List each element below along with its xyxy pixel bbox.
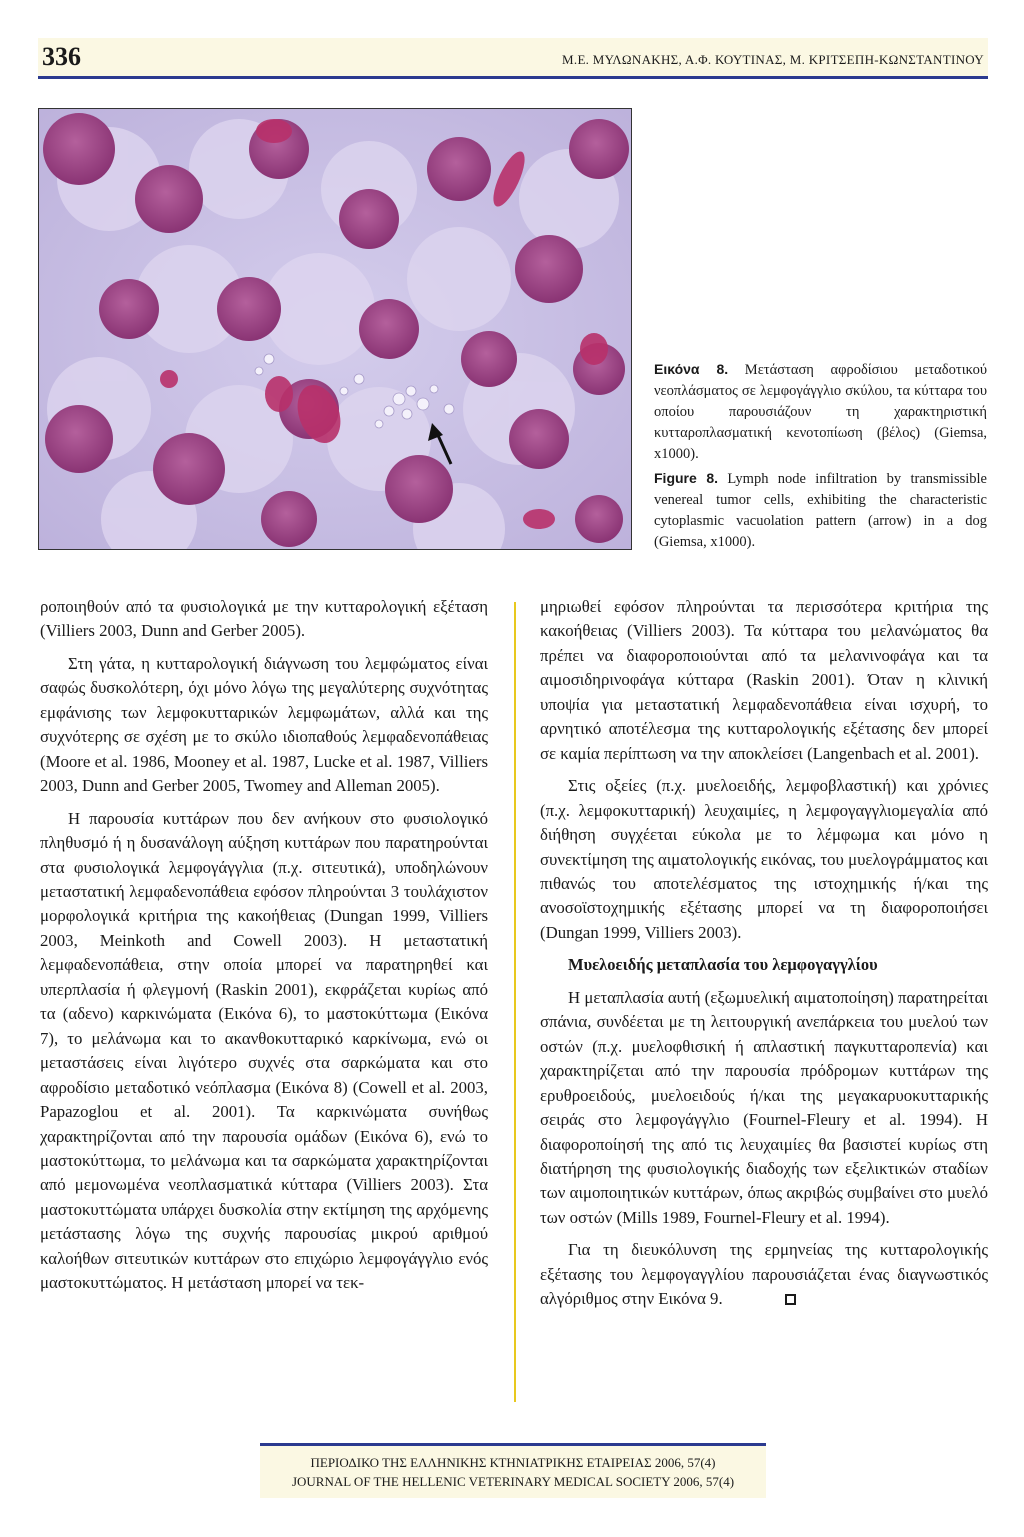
right-column — [540, 595, 988, 1320]
left-paragraph-1: ροποιηθούν από τα φυσιολογικά με την κυτταρολογική εξέταση (Villiers 2003, Dunn and Gerber 2005). — [40, 597, 488, 641]
caption-greek-label: Εικόνα 8. — [654, 361, 729, 377]
footer-journal-english: JOURNAL OF THE HELLENIC VETERINARY MEDICAL SOCIETY 2006, 57(4) — [291, 1474, 735, 1489]
right-paragraph-2: Στις οξείες (π.χ. μυελοειδής, λεμφοβλαστική) και χρόνιες (π.χ. λεμφοκυτταρική) λευχαιμίες, η λεμφογαγγλιομεγαλία από διήθηση συγχέεται εύκολα με το λέμφωμα και μόνο η συνεκτίμηση της αιματολογικής εικόνας, του μυελογράμματος και πιθανώς του αποτελέσματος της ιστοχημικής ή/και της ανοσοϊστοχημικής εξέτασης μπορεί να τη διαφοροποιήσει (Dungan 1999, Villiers 2003). — [540, 776, 988, 942]
caption-english-label: Figure 8. — [654, 470, 719, 486]
caption-greek — [654, 359, 987, 465]
left-column — [40, 595, 488, 1304]
section-heading: Μυελοειδής μεταπλασία του λεμφογαγγλίου — [568, 955, 878, 975]
micrograph-image — [39, 109, 631, 549]
right-paragraph-3: Η μεταπλασία αυτή (εξωμυελική αιματοποίηση) παρατηρείται σπάνια, συνδέεται με τη λειτουργική ανεπάρκεια του μυελού των οστών (π.χ. μυελοφθισική ή απλαστική παγκυτταροπενία) και χαρακτηρίζεται από την παρουσία πρόδρομων κυττάρων της ερυθροειδούς, μυελοειδούς ή/και της μεγακαρυοκυτταρικής σειράς στο λεμφογάγγλιο (Fournel-Fleury et al. 1994). Η διαφοροποίησή της από τις λευχαιμίες θα βασιστεί κυρίως στη διατήρηση της φυσιολογικής διαδοχής των εξελικτικών σταδίων των αιμοποιητικών κυττάρων, όπως ακριβώς συμβαίνει στο μυελό των οστών (Mills 1989, Fournel-Fleury et al. 1994). — [540, 987, 988, 1227]
column-divider — [514, 602, 516, 1402]
header-rule — [38, 76, 988, 79]
footer-band — [260, 1446, 766, 1498]
figure-caption — [654, 359, 987, 556]
page-number: 336 — [42, 42, 81, 71]
right-paragraph-4 — [540, 1238, 988, 1311]
figure-micrograph — [38, 108, 632, 550]
footer-journal-greek: ΠΕΡΙΟΔΙΚΟ ΤΗΣ ΕΛΛΗΝΙΚΗΣ ΚΤΗΝΙΑΤΡΙΚΗΣ ΕΤΑΙΡΕΙΑΣ 2006, 57(4) — [310, 1455, 716, 1470]
right-paragraph-1: μηριωθεί εφόσον πληρούνται τα περισσότερα κριτήρια της κακοήθειας (Villiers 2003). Τα κύτταρα του μελανώματος θα πρέπει να διαφοροποιούνται από τα μελανινοφάγα και τα αιμοσιδηρινοφάγα κύτταρα (Raskin 2001). Όταν η κλινική υποψία για μεταστατική λεμφαδενοπάθεια είναι ισχυρή, το αρνητικό αποτέλεσμα της κυτταρολογικής εξέτασης δεν μπορεί σε καμία περίπτωση να την αποκλείσει (Langenbach et al. 2001). — [540, 597, 988, 763]
end-of-article-box-icon — [785, 1294, 796, 1305]
caption-english — [654, 468, 987, 553]
caption-greek-text: Μετάσταση αφροδίσιου μεταδοτικού νεοπλάσματος σε λεμφογάγγλιο σκύλου, τα κύτταρα του οποίου παρουσιάζουν τη χαρακτηριστική κυτταροπλασματική κενοτοπίωση (βέλος) (Giemsa, x1000). — [654, 362, 988, 462]
left-paragraph-2: Στη γάτα, η κυτταρολογική διάγνωση του λεμφώματος είναι σαφώς δυσκολότερη, όχι μόνο λόγω της μεγαλύτερης συχνότητας εμφάνισης των λεμφοκυτταρικών λεμφωμάτων, αλλά και της συχνότερης σε σχέση με το σκύλο ιδιοπαθούς λεμφαδενοπάθειας (Moore et al. 1986, Mooney et al. 1987, Lucke et al. 1987, Villiers 2003, Dunn and Gerber 2005, Twomey and Alleman 2005). — [40, 653, 488, 796]
right-paragraph-4-text: Για τη διευκόλυνση της ερμηνείας της κυτταρολογικής εξέτασης του λεμφογαγγλίου παρουσιάζεται ένας διαγνωστικός αλγόριθμος στην Εικόνα 9. — [540, 1240, 988, 1309]
caption-english-text: Lymph node infiltration by transmissible venereal tumor cells, exhibiting the characteristic cytoplasmic vacuolation pattern (arrow) in a dog (Giemsa, x1000). — [654, 471, 987, 550]
running-head-authors: Μ.Ε. ΜΥΛΩΝΑΚΗΣ, Α.Φ. ΚΟΥΤΙΝΑΣ, Μ. ΚΡΙΤΣΕΠΗ-ΚΩΝΣΤΑΝΤΙΝΟΥ — [562, 52, 984, 67]
left-paragraph-3: Η παρουσία κυττάρων που δεν ανήκουν στο φυσιολογικό πληθυσμό ή η δυσανάλογη αύξηση κυττάρων που παρατηρούνται στα φυσιολογικά λεμφογάγγλια (π.χ. σιτευτικά), υποδηλώνουν μεταστατική λεμφαδενοπάθεια εφόσον πληρούνται 3 τουλάχιστον μορφολογικά κριτήρια της κακοήθειας (Dungan 1999, Villiers 2003, Meinkoth and Cowell 2003). Η μεταστατική λεμφαδενοπάθεια, στην οποία μπορεί να παρατηρηθεί και υπερπλασία ή φλεγμονή (Raskin 2001), εκφράζεται κυρίως από τα (αδενο) καρκινώματα (Εικόνα 6), το μαστοκύττωμα (Εικόνα 7), το μελάνωμα και το ακανθοκυτταρικό καρκίνωμα, ενώ οι μεταστάσεις είναι λιγότερο συχνές στα σαρκώματα και στο αφροδίσιο μεταδοτικό νεόπλασμα (Εικόνα 8) (Cowell et al. 2003, Papazoglou et al. 2001). Τα καρκινώματα συνήθως χαρακτηρίζονται από την παρουσία ομάδων (Εικόνα 6), ενώ το μαστοκύττωμα, το μελάνωμα και τα σαρκώματα χαρακτηρίζονται από μεμονωμένα νεοπλασματικά κύτταρα (Villiers 2003). Στα μαστοκυττώματα υπάρχει δυσκολία στην εκτίμηση της αρχόμενης μετάστασης λόγω της συχνής παρουσίας μικρού αριθμού καλοήθων σιτευτικών κυττάρων στο επιχώριο λεμφογάγγλιο ενός μαστοκυττώματος. Η μετάσταση μπορεί να τεκ- — [40, 808, 488, 1293]
